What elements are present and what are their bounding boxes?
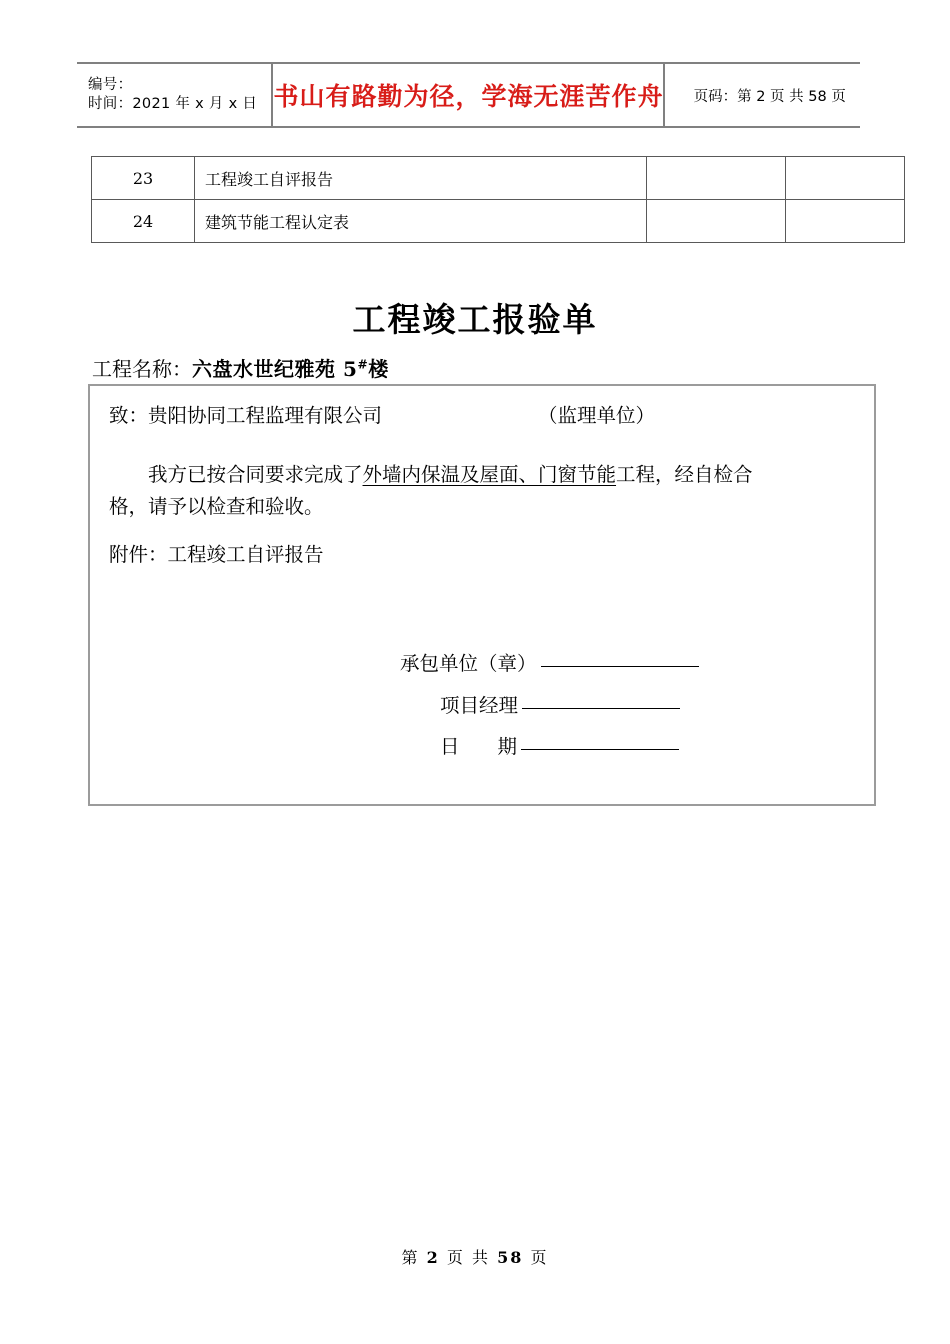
checklist-row-number: 24 [92,200,195,243]
signature-row-contractor [400,654,699,674]
signature-row-manager [400,693,699,717]
report-content-inner [90,386,874,804]
signature-contractor-label: 承包单位（章） [400,652,537,675]
table-row [92,157,905,200]
statement-line-1 [109,452,857,497]
addressee-text: 致：贵阳协同工程监理有限公司 [109,404,383,427]
checklist-row-col4 [786,200,905,243]
statement-suffix: 工程，经自检合 [616,463,753,486]
checklist-body [92,157,905,243]
signature-manager-label: 项目经理 [440,693,519,717]
report-content-box [88,384,876,806]
header-cell-page-info [665,64,860,126]
checklist-row-col4 [786,157,905,200]
page-footer [0,1245,950,1268]
header-page-info: 页码：第 2 页 共 58 页 [693,88,846,105]
signature-contractor-rule [541,666,699,667]
checklist-row-name: 建筑节能工程认定表 [195,200,647,243]
supervision-unit-label: （监理单位） [538,404,656,427]
signature-manager-rule [522,708,680,709]
attachment-line: 附件：工程竣工自评报告 [109,543,324,566]
project-name-line [92,353,389,382]
addressee-row [109,406,839,426]
project-name-suffix: 楼 [368,357,389,381]
header-code-label: 编号： [88,77,133,93]
checklist-row-col3 [647,200,786,243]
signature-date-rule [521,749,679,750]
checklist-table [91,156,905,243]
checklist-row-number: 23 [92,157,195,200]
statement-fill-blank: 外墙内保温及屋面、门窗节能 [362,463,617,486]
signature-row-date [400,737,699,757]
statement-prefix: 我方已按合同要求完成了 [148,463,363,486]
project-name-label: 工程名称： [92,357,192,381]
footer-total-pages: 58 [497,1248,524,1267]
project-name-superscript: # [357,356,369,372]
header-time-line: 时间：2021 年 x 月 x 日 [88,96,258,112]
signature-date-label-b: 期 [497,735,518,758]
header-cell-code-time [77,64,273,126]
header-motto-text: 书山有路勤为径，学海无涯苦作舟 [273,82,664,111]
page-header [77,62,860,128]
signature-block [400,654,699,779]
footer-mid: 页 共 [446,1248,490,1267]
project-name-value [192,357,389,381]
statement-line-2: 格，请予以检查和验收。 [109,495,324,518]
checklist-row-col3 [647,157,786,200]
page-title: 工程竣工报验单 [352,300,598,339]
footer-prefix: 第 [401,1248,420,1267]
project-name-main: 六盘水世纪雅苑 5 [192,357,358,381]
checklist-row-name: 工程竣工自评报告 [195,157,647,200]
signature-date-label-a: 日 [440,735,460,758]
footer-current-page: 2 [426,1248,440,1267]
header-cell-motto [273,64,665,126]
table-row [92,200,905,243]
footer-suffix: 页 [530,1248,549,1267]
